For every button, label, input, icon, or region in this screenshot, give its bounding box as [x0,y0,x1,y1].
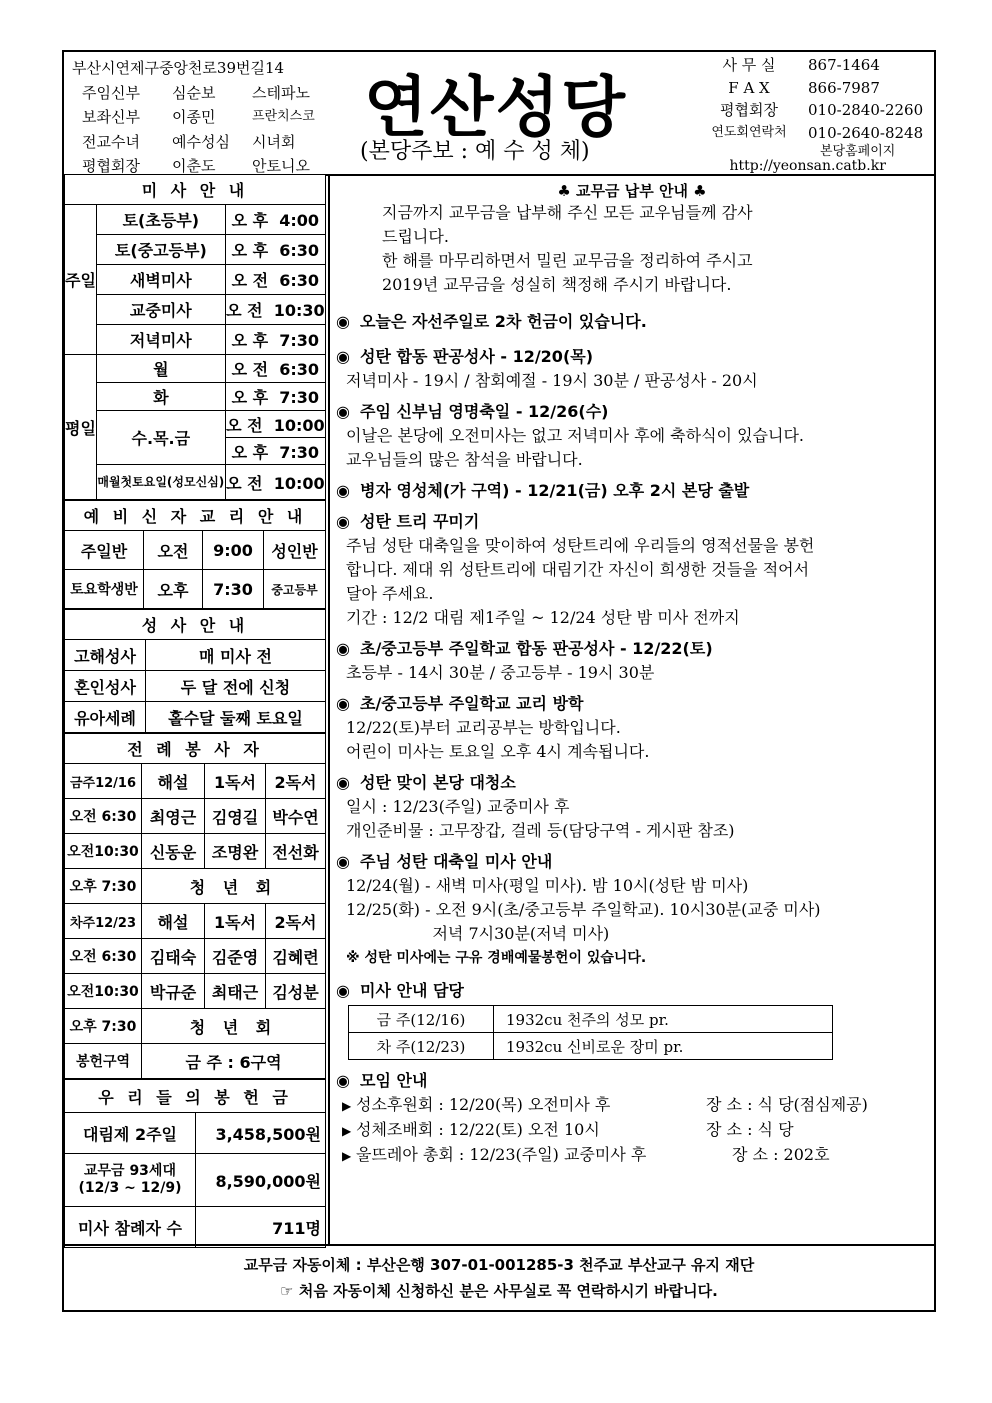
offering-area-value: 금 주 : 6구역 [142,1044,326,1079]
notice-line: 지금까지 교무금을 납부해 주신 모든 교우님들께 감사 [382,203,753,222]
duty-week: 차 주(12/23) [349,1033,494,1060]
staff-saint: 시녀회 [252,132,296,151]
server-name: 최영근 [142,799,205,834]
staff-saint: 프란치스코 [252,109,315,124]
announcement-line: 12/25(화) - 오전 9시(초/중고등부 주일학교). 10시30분(교중 미사) [346,900,821,919]
announcement-head: 초/중고등부 주일학교 교리 방학 [360,694,584,713]
contact-value: 010-2640-8248 [808,123,924,142]
class-ampm: 오전 [144,531,203,570]
server-time: 오전10:30 [65,834,142,869]
bulletin-subtitle: (본당주보 : 예 수 성 체) [360,139,590,164]
mass-time: 오 전 6:30 [225,265,325,295]
staff-role: 보좌신부 [82,108,140,126]
server-evening: 청 년 회 [142,1009,326,1044]
offering-value: 8,590,000원 [196,1154,326,1207]
announcement-item [336,849,928,970]
announcement-line: 12/24(월) - 새벽 미사(평일 미사). 밤 10시(성탄 밤 미사) [346,876,749,895]
bullet-icon: ◉ [336,981,350,1000]
server-name: 최태근 [205,974,266,1009]
announcement-line: 초등부 - 14시 30분 / 중고등부 - 19시 30분 [346,663,655,682]
contact-value: 866-7987 [808,78,880,97]
server-header: 해설 [142,764,205,799]
bullet-icon: ◉ [336,402,350,421]
staff-role: 주임신부 [82,83,140,102]
mass-name: 월 [96,355,225,383]
class-name: 주일반 [65,531,144,570]
bulletin-frame [62,50,936,1312]
contact-value: 867-1464 [808,56,880,74]
mass-title: 미 사 안 내 [65,175,326,205]
staff-saint: 안토니오 [252,157,310,175]
offering-table [64,1079,326,1248]
staff-name: 이종민 [172,108,216,126]
staff-name: 심순보 [172,83,216,102]
announcement-item [336,309,928,334]
offering-label: 대림제 2주일 [65,1113,196,1154]
mass-name: 수.목.금 [96,411,225,465]
sacrament-title: 성 사 안 내 [65,610,326,640]
announcement-head: 성탄 맞이 본당 대청소 [360,773,516,792]
mass-time: 오 전 10:00 [225,465,325,500]
class-group: 성인반 [264,531,326,570]
server-name: 김성분 [266,974,326,1009]
offering-value: 3,458,500원 [196,1113,326,1154]
mass-name: 화 [96,383,225,411]
class-name: 토요학생반 [65,570,144,609]
offering-label: 교무금 93세대 (12/3 ~ 12/9) [65,1154,196,1207]
meeting-row: ▶ 울뜨레아 총회 : 12/23(주일) 교중미사 후 장 소 : 202호 [336,1143,928,1168]
contact-label: F A X [728,78,770,97]
announcement-item [336,636,928,685]
announcement-line: 저녁 7시30분(저녁 미사) [346,924,610,943]
sacrament-value: 두 달 전에 신청 [146,671,326,702]
offering-label: 미사 참례자 수 [65,1207,196,1248]
announcement-line: 12/22(토)부터 교리공부는 방학입니다. [346,718,621,737]
mass-name: 새벽미사 [96,265,225,295]
announcement-item [336,478,928,503]
staff-name: 예수성심 [172,132,230,151]
server-name: 박수연 [266,799,326,834]
column-divider [328,174,330,1244]
announcement-line: 합니다. 제대 위 성탄트리에 대림기간 자신이 희생한 것들을 적어서 [346,560,810,579]
meeting-row: ▶ 성소후원회 : 12/20(목) 오전미사 후 장 소 : 식 당(점심제공) [336,1093,928,1118]
announcement-item [336,509,928,630]
server-header: 해설 [142,904,205,939]
mass-table [64,174,326,500]
mass-time: 오 후 7:30 [225,325,325,355]
announcement-head: 성탄 트리 꾸미기 [360,512,480,531]
announcement-head: 초/중고등부 주일학교 합동 판공성사 - 12/22(토) [360,639,713,658]
mass-time: 오 전 10:00 [225,411,325,438]
announcement-item [336,691,928,764]
server-name: 전선화 [266,834,326,869]
servers-table [64,733,326,1079]
christmas-note: ※ 성탄 미사에는 구유 경배예물봉헌이 있습니다. [346,950,647,966]
announcement-line: 어린이 미사는 토요일 오후 4시 계속됩니다. [346,742,650,761]
meeting-row: ▶ 성체조배회 : 12/22(토) 오전 10시 장 소 : 식 당 [336,1118,928,1143]
bulletin-header [64,52,934,176]
sacrament-name: 혼인성사 [65,671,146,702]
sunday-label: 주일 [65,205,97,355]
mass-time: 오 전 10:30 [225,295,325,325]
catechumen-title: 예 비 신 자 교 리 안 내 [65,501,326,531]
bulletin-footer [64,1244,934,1310]
announcement-line: 이날은 본당에 오전미사는 없고 저녁미사 후에 축하식이 있습니다. [346,426,805,445]
announcement-item [336,770,928,843]
server-name: 김태숙 [142,939,205,974]
meetings-section [336,1068,928,1168]
sacrament-table [64,609,326,733]
mass-name: 매월첫토요일(성모신심) [96,465,225,500]
announcement-item [336,344,928,393]
server-name: 조명완 [205,834,266,869]
parish-title: 연산성당 [364,69,628,146]
staff-role: 전교수녀 [82,132,140,151]
bullet-icon: ◉ [336,481,350,500]
server-header: 2독서 [266,904,326,939]
offering-value: 711명 [196,1207,326,1248]
announcement-line: 교우님들의 많은 참석을 바랍니다. [346,450,583,469]
duty-value: 1932cu 신비로운 장미 pr. [494,1033,833,1060]
server-evening: 청 년 회 [142,869,326,904]
duty-week: 금 주(12/16) [349,1006,494,1033]
server-name: 박규준 [142,974,205,1009]
staff-name: 이춘도 [172,157,216,175]
left-column [64,174,326,1248]
class-ampm: 오후 [144,570,203,609]
contact-label: 평협회장 [720,101,778,119]
announcement-line: 개인준비물 : 고무장갑, 걸레 등(담당구역 - 게시판 참조) [346,821,735,840]
sacrament-value: 홀수달 둘째 토요일 [146,702,326,733]
mass-name: 토(중고등부) [96,235,225,265]
class-group: 중고등부 [264,570,326,609]
week-label: 금주12/16 [65,764,142,799]
class-time: 7:30 [203,570,264,609]
server-name: 김혜련 [266,939,326,974]
address: 부산시연제구중앙천로39번길14 [72,59,285,77]
announcement-line: 일시 : 12/23(주일) 교중미사 후 [346,797,570,816]
homepage-url[interactable]: http://yeonsan.catb.kr [729,158,886,174]
duty-value: 1932cu 천주의 성모 pr. [494,1006,833,1033]
mass-duty-section [336,978,928,1060]
mass-time: 오 후 6:30 [225,235,325,265]
sacrament-value: 매 미사 전 [146,640,326,671]
mass-name: 토(초등부) [96,205,225,235]
notice-line: 2019년 교무금을 성실히 책정해 주시기 바랍니다. [382,275,732,294]
server-header: 1독서 [205,904,266,939]
announcement-head: 성탄 합동 판공성사 - 12/20(목) [360,347,594,366]
announcement-line: 기간 : 12/2 대림 제1주일 ~ 12/24 성탄 밤 미사 전까지 [346,608,740,627]
announcement-head: 병자 영성체(가 구역) - 12/21(금) 오후 2시 본당 출발 [360,481,750,500]
announcement-head: 오늘은 자선주일로 2차 헌금이 있습니다. [360,312,647,331]
triangle-icon: ▶ [342,1124,352,1138]
server-time: 오후 7:30 [65,869,142,904]
bullet-icon: ◉ [336,852,350,871]
server-header: 2독서 [266,764,326,799]
server-header: 1독서 [205,764,266,799]
bullet-icon: ◉ [336,694,350,713]
mass-name: 교중미사 [96,295,225,325]
mass-duty-table [348,1005,833,1060]
server-name: 김준영 [205,939,266,974]
contacts [690,54,923,144]
notice-line: 한 해를 마무리하면서 밀린 교무금을 정리하여 주시고 [382,251,753,270]
mass-name: 저녁미사 [96,325,225,355]
bullet-icon: ◉ [336,347,350,366]
offering-title: 우 리 들 의 봉 헌 금 [65,1080,326,1113]
bullet-icon: ◉ [336,512,350,531]
server-name: 신동운 [142,834,205,869]
announcements [336,180,928,1168]
mass-time: 오 후 7:30 [225,438,325,465]
announcement-line: 저녁미사 - 19시 / 참회예절 - 19시 30분 / 판공성사 - 20시 [346,371,758,390]
homepage-label: 본당홈페이지 [820,144,896,159]
servers-title: 전 례 봉 사 자 [65,734,326,764]
staff-saint: 스테파노 [252,83,310,102]
mass-time: 오 전 6:30 [225,355,325,383]
mass-time: 오 후 7:30 [225,383,325,411]
homepage [720,144,895,174]
bullet-icon: ◉ [336,312,350,331]
sacrament-name: 고해성사 [65,640,146,671]
server-time: 오전10:30 [65,974,142,1009]
weekday-label: 평일 [65,355,97,500]
announcement-line: 달아 주세요. [346,584,434,603]
mass-time: 오 후 4:00 [225,205,325,235]
catechumen-table [64,500,326,609]
notice-line: 드립니다. [382,227,449,246]
footer-note: ☞ 처음 자동이체 신청하신 분은 사무실로 꼭 연락하시기 바랍니다. [280,1282,718,1300]
server-time: 오후 7:30 [65,1009,142,1044]
announcement-head: 주임 신부님 영명축일 - 12/26(수) [360,402,609,421]
sacrament-name: 유아세례 [65,702,146,733]
notice-body [336,201,928,297]
server-time: 오전 6:30 [65,799,142,834]
meetings-head: 모임 안내 [360,1071,428,1090]
offering-area-label: 봉헌구역 [65,1044,142,1079]
week-label: 차주12/23 [65,904,142,939]
contact-value: 010-2840-2260 [808,101,924,119]
bullet-icon: ◉ [336,639,350,658]
class-time: 9:00 [203,531,264,570]
announcement-line: 주님 성탄 대축일을 맞이하여 성탄트리에 우리들의 영적선물을 봉헌 [346,536,815,555]
mass-duty-head: 미사 안내 담당 [360,981,464,1000]
announcement-item [336,399,928,472]
triangle-icon: ▶ [342,1149,352,1163]
contact-label: 사 무 실 [722,56,776,74]
bullet-icon: ◉ [336,773,350,792]
parish-info [72,56,315,179]
contact-label: 연도회연락처 [711,124,787,140]
staff-role: 평협회장 [82,157,140,175]
announcement-head: 주님 성탄 대축일 미사 안내 [360,852,553,871]
bullet-icon: ◉ [336,1071,350,1090]
notice-title: ♣ 교무금 납부 안내 ♣ [557,182,707,200]
triangle-icon: ▶ [342,1099,352,1113]
footer-bank: 교무금 자동이체 : 부산은행 307-01-001285-3 천주교 부산교구 유지 재단 [243,1256,755,1274]
server-time: 오전 6:30 [65,939,142,974]
server-name: 김영길 [205,799,266,834]
